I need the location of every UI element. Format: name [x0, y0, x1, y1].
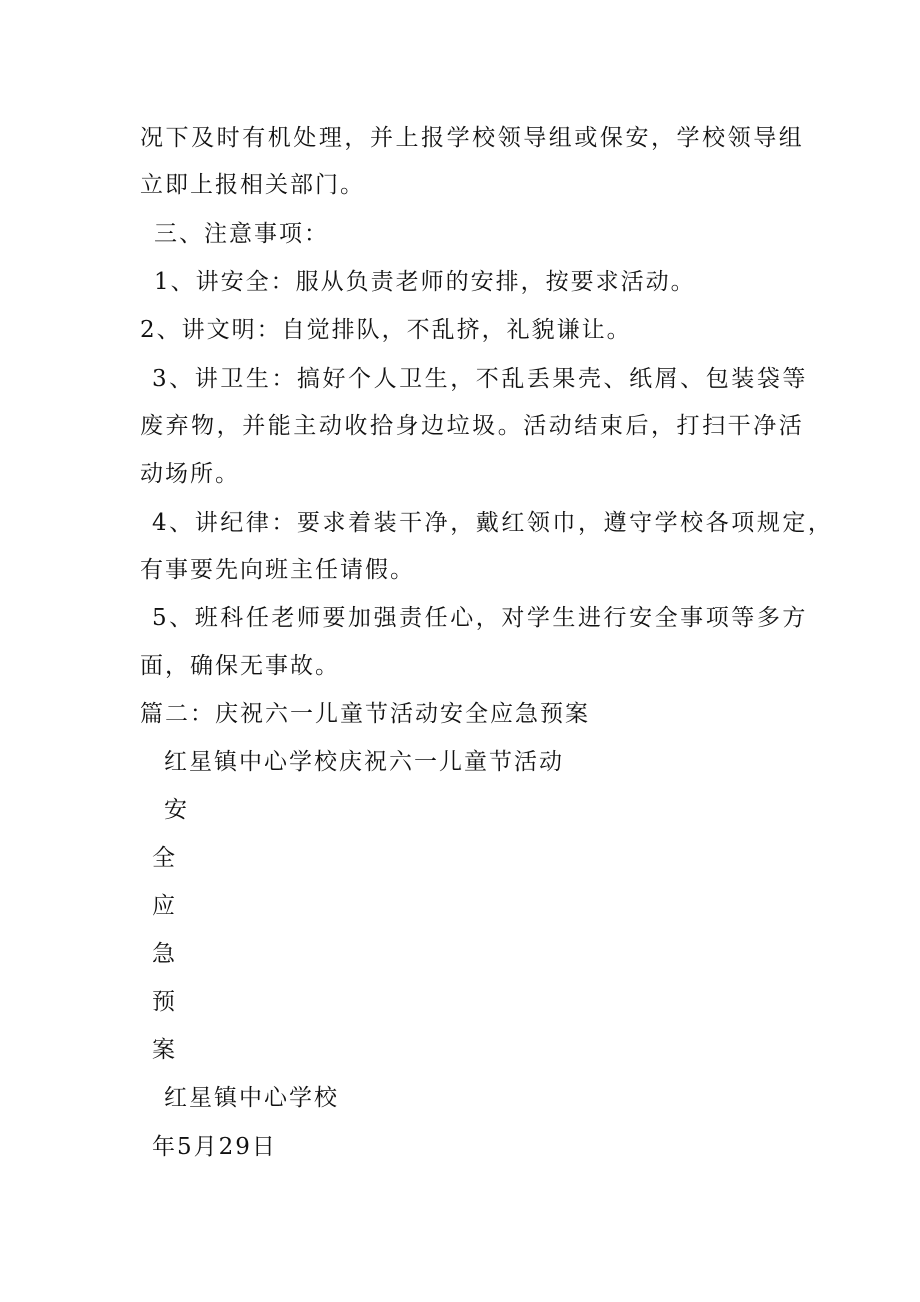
document-title: 红星镇中心学校庆祝六一儿童节活动	[164, 749, 564, 775]
list-item: 4、讲纪律：要求着装干净，戴红领巾，遵守学校各项规定，	[152, 510, 834, 536]
title-char: 全	[152, 845, 177, 871]
paragraph-line: 有事要先向班主任请假。	[140, 557, 415, 583]
paragraph-line: 动场所。	[140, 461, 240, 487]
title-char: 预	[152, 989, 177, 1015]
paragraph-line: 况下及时有机处理，并上报学校领导组或保安，学校领导组	[140, 125, 805, 151]
title-char: 应	[152, 893, 177, 919]
list-item: 1、讲安全：服从负责老师的安排，按要求活动。	[154, 269, 696, 295]
title-char: 急	[152, 941, 177, 967]
document-date: 年5月29日	[152, 1134, 277, 1160]
section-heading: 三、注意事项：	[154, 221, 329, 247]
chapter-title: 篇二：庆祝六一儿童节活动安全应急预案	[140, 701, 590, 727]
paragraph-line: 废弃物，并能主动收拾身边垃圾。活动结束后，打扫干净活	[140, 413, 805, 439]
list-item: 2、讲文明：自觉排队，不乱挤，礼貌谦让。	[140, 317, 632, 343]
title-char: 安	[164, 797, 189, 823]
school-name: 红星镇中心学校	[164, 1085, 339, 1111]
paragraph-line: 立即上报相关部门。	[140, 172, 365, 198]
list-item: 3、讲卫生：搞好个人卫生，不乱丢果壳、纸屑、包装袋等	[152, 366, 808, 392]
title-char: 案	[152, 1037, 177, 1063]
paragraph-line: 面，确保无事故。	[140, 653, 340, 679]
list-item: 5、班科任老师要加强责任心，对学生进行安全事项等多方	[152, 605, 808, 631]
